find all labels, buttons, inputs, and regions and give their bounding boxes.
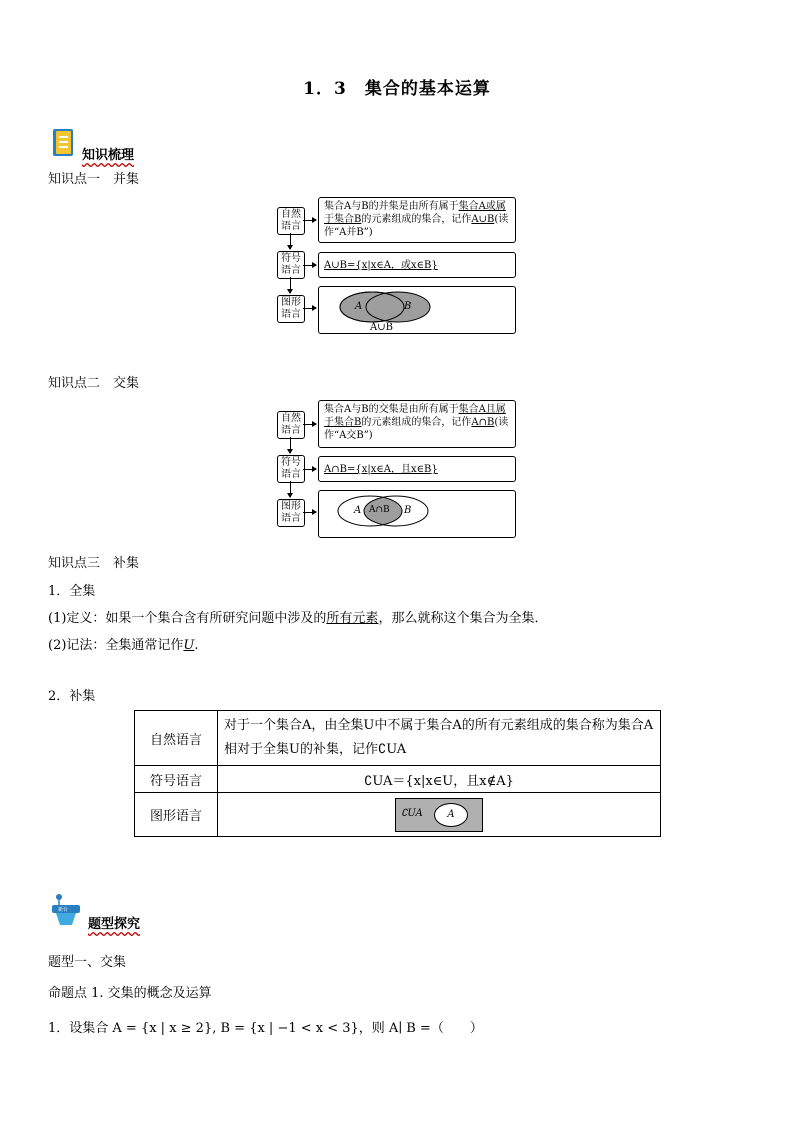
- intersection-natural-label: 自然语言: [277, 411, 305, 439]
- desk-icon-text: 新台: [58, 907, 69, 913]
- complement-figure-outer: ∁UA: [401, 807, 423, 819]
- arrow-right: [303, 512, 316, 513]
- point1-heading: 知识点一 并集: [48, 172, 140, 187]
- universal-set-heading: 1．全集: [48, 584, 96, 599]
- table-cell-label: 符号语言: [135, 766, 218, 793]
- page-title: 1．3 集合的基本运算: [303, 79, 491, 99]
- arrow-right: [303, 424, 316, 425]
- arrow-right: [303, 265, 316, 266]
- table-row: [135, 711, 661, 766]
- arrow-right: [303, 308, 316, 309]
- proposition1-heading: 命题点 1. 交集的概念及运算: [48, 986, 212, 1001]
- universal-set-definition: (1)定义：如果一个集合含有所研究问题中涉及的所有元素，那么就称这个集合为全集．: [48, 611, 548, 626]
- table-cell-natural: 对于一个集合A，由全集U中不属于集合A的所有元素组成的集合称为集合A相对于全集U的补集，记作∁UA: [218, 711, 661, 766]
- point2-heading: 知识点二 交集: [48, 376, 140, 391]
- intersection-venn-b: B: [404, 505, 412, 516]
- intersection-symbol-text: A∩B={x|x∈A，且x∈B}: [318, 456, 516, 482]
- arrow-down: [290, 481, 291, 497]
- complement-figure: [395, 798, 483, 832]
- complement-heading: 2．补集: [48, 689, 96, 704]
- section-heading-types: 题型探究: [88, 917, 141, 932]
- arrow-down: [290, 233, 291, 249]
- arrow-right: [303, 469, 316, 470]
- intersection-symbol-label: 符号语言: [277, 455, 305, 483]
- arrow-right: [303, 220, 316, 221]
- point3-heading: 知识点三 补集: [48, 556, 140, 571]
- complement-figure-inner: A: [434, 803, 468, 827]
- desk-icon: [50, 893, 82, 927]
- union-graph-label: 图形语言: [277, 295, 305, 323]
- intersection-venn-center: A∩B: [369, 505, 390, 515]
- table-cell-symbol: ∁UA＝{x|x∈U，且x∉A}: [218, 766, 661, 793]
- arrow-down: [290, 437, 291, 453]
- union-symbol-text: A∪B={x|x∈A，或x∈B}: [318, 252, 516, 278]
- union-venn-caption: A∪B: [370, 322, 393, 333]
- table-cell-label: 图形语言: [135, 793, 218, 837]
- table-cell-figure: [218, 793, 661, 837]
- union-symbol-label: 符号语言: [277, 251, 305, 279]
- type1-heading: 题型一、交集: [48, 955, 127, 970]
- arrow-down: [290, 277, 291, 293]
- intersection-graph-label: 图形语言: [277, 499, 305, 527]
- universal-set-notation: (2)记法：全集通常记作U.: [48, 638, 199, 653]
- section-heading-knowledge: 知识梳理: [82, 148, 135, 163]
- union-natural-text: 集合A与B的并集是由所有属于集合A或属于集合B的元素组成的集合，记作A∪B(读作“A并B”): [318, 197, 516, 243]
- union-natural-label: 自然语言: [277, 207, 305, 235]
- question-1: 1．设集合 A = {x | x ≥ 2}, B = {x | −1 < x < 3}，则 A∣ B =（ ）: [48, 1021, 483, 1036]
- table-row: [135, 766, 661, 793]
- table-cell-label: 自然语言: [135, 711, 218, 766]
- book-icon: [50, 128, 76, 158]
- table-row: [135, 793, 661, 837]
- intersection-venn-a: A: [354, 505, 362, 516]
- intersection-natural-text: 集合A与B的交集是由所有属于集合A且属于集合B的元素组成的集合，记作A∩B(读作“A交B”): [318, 400, 516, 448]
- union-venn-a: A: [355, 301, 363, 312]
- union-venn-b: B: [404, 301, 412, 312]
- complement-table: [134, 710, 661, 837]
